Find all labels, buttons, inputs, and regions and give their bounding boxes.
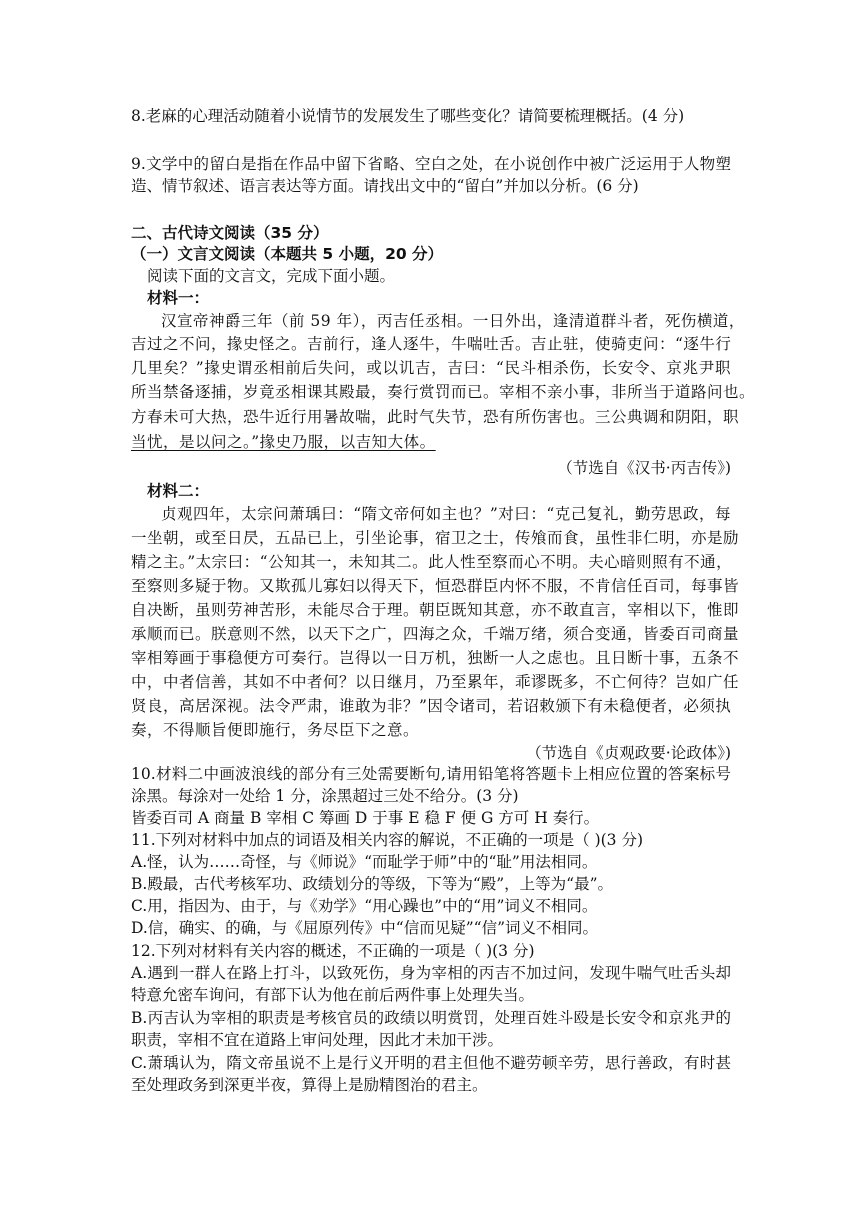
material1-line: 吉过之不问，掾史怪之。吉前行，逢人逐牛，牛喘吐舌。吉止驻，使骑吏问：“逐牛行 <box>131 335 732 353</box>
material1-label: 材料一： <box>147 289 210 307</box>
question-10-options: 皆委百司 A 商量 B 宰相 C 筹画 D 于事 E 稳 F 便 G 方可 H 奏行。 <box>131 809 600 827</box>
question-11-option: D.信，确实、的确，与《屈原列传》中“信而见疑”“信”词义不相同。 <box>131 919 599 937</box>
question-10-line: 涂黑。每涂对一处给 1 分，涂黑超过三处不给分。(3 分) <box>131 787 519 805</box>
question-12-option: 职责，宰相不宜在道路上审问处理，因此才未加干涉。 <box>131 1031 504 1049</box>
material2-label: 材料二： <box>147 482 210 500</box>
material1-source: （节选自《汉书·丙吉传》) <box>557 459 731 477</box>
material2-line: 精之主。”太宗曰：“公知其一，未知其二。此人性至察而心不明。夫心暗则照有不通， <box>131 553 733 571</box>
material2-line: 贞观四年，太宗问萧瑀曰：“隋文帝何如主也？”对曰：“克己复礼，勤劳思政，每 <box>161 505 731 523</box>
question-12-option: 至处理政务到深更半夜，算得上是励精图治的君主。 <box>131 1076 488 1094</box>
material2-source: （节选自《贞观政要·论政体》) <box>526 744 731 762</box>
question-11-option: A.怪，认为……奇怪，与《师说》“而耻学于师”中的“耻”用法相同。 <box>131 853 598 871</box>
question-12-stem: 12.下列对材料有关内容的概述，不正确的一项是（ )(3 分) <box>131 942 535 960</box>
subsection-title: （一）文言文阅读（本题共 5 小题，20 分） <box>131 245 444 263</box>
question-11-option: B.殿最，古代考核军功、政绩划分的等级，下等为“殿”，上等为“最”。 <box>131 875 614 893</box>
question-12-option: B.丙吉认为宰相的职责是考核官员的政绩以明赏罚，处理百姓斗殴是长安令和京兆尹的 <box>131 1009 731 1027</box>
question-12-option: 特意允密车询问，有部下认为他在前后两件事上处理失当。 <box>131 986 535 1004</box>
question-11-stem: 11.下列对材料中加点的词语及相关内容的解说，不正确的一项是（ )(3 分) <box>131 831 644 849</box>
material1-line: 几里矣？”掾史谓丞相前后失问，或以讥吉，吉曰：“民斗相杀伤，长安令、京兆尹职 <box>131 359 731 377</box>
question-8: 8.老麻的心理活动随着小说情节的发展发生了哪些变化？请简要梳理概括。(4 分) <box>131 107 685 125</box>
material2-line: 宰相筹画于事稳便方可奏行。岂得以一日万机，独断一人之虑也。且日断十事，五条不 <box>131 649 740 667</box>
question-9-line: 造、情节叙述、语言表达等方面。请找出文中的“留白”并加以分析。(6 分) <box>131 177 639 195</box>
section-title: 二、古代诗文阅读（35 分） <box>131 224 329 242</box>
material2-line: 承顺而已。朕意则不然，以天下之广，四海之众，千端万绪，须合变通，皆委百司商量 <box>131 625 740 643</box>
material2-line: 一坐朝，或至日昃，五品已上，引坐论事，宿卫之士，传飧而食，虽性非仁明，亦是励 <box>131 529 740 547</box>
question-12-option: C.萧瑀认为，隋文帝虽说不上是行义开明的君主但他不避劳顿辛劳，思行善政，有时甚 <box>131 1054 731 1072</box>
material1-line: 当忧，是以问之。”掾史乃服，以吉知大体。 <box>131 433 436 451</box>
material2-line: 至察则多疑于物。又欺孤儿寡妇以得天下，恒恐群臣内怀不服，不肯信任百司，每事皆 <box>131 577 740 595</box>
question-11-option: C.用，指因为、由于，与《劝学》“用心躁也”中的“用”词义不相同。 <box>131 897 598 915</box>
question-9-line: 9.文学中的留白是指在作品中留下省略、空白之处，在小说创作中被广泛运用于人物塑 <box>131 155 731 173</box>
material2-line: 贤良，高居深视。法令严肃，谁敢为非？”因令诸司，若诏敕颁下有未稳便者，必须执 <box>131 697 732 715</box>
material2-line: 奏，不得顺旨便即施行，务尽臣下之意。 <box>131 721 420 739</box>
material2-line: 自决断，虽则劳神苦形，未能尽合于理。朝臣既知其意，亦不敢直言，宰相以下，惟即 <box>131 601 740 619</box>
material2-line: 中，中者信善，其如不中者何？以日继月，乃至累年，乖谬既多，不亡何待？岂如广任 <box>131 673 740 691</box>
instruction: 阅读下面的文言文，完成下面小题。 <box>147 267 396 285</box>
material1-line: 汉宣帝神爵三年（前 59 年），丙吉任丞相。一日外出，逢清道群斗者，死伤横道， <box>161 312 745 330</box>
material1-line: 方春未可大热，恐牛近行用暑故喘，此时气失节，恐有所伤害也。三公典调和阴阳，职 <box>131 408 740 426</box>
question-10-line: 10.材料二中画波浪线的部分有三处需要断句,请用铅笔将答题卡上相应位置的答案标号 <box>131 765 731 783</box>
material1-line: 所当禁备逐捕，岁竟丞相课其殿最，奏行赏罚而已。宰相不亲小事，非所当于道路问也。 <box>131 383 756 401</box>
question-12-option: A.遇到一群人在路上打斗，以致死伤，身为宰相的丙吉不加过问，发现牛喘气吐舌头却 <box>131 964 731 982</box>
